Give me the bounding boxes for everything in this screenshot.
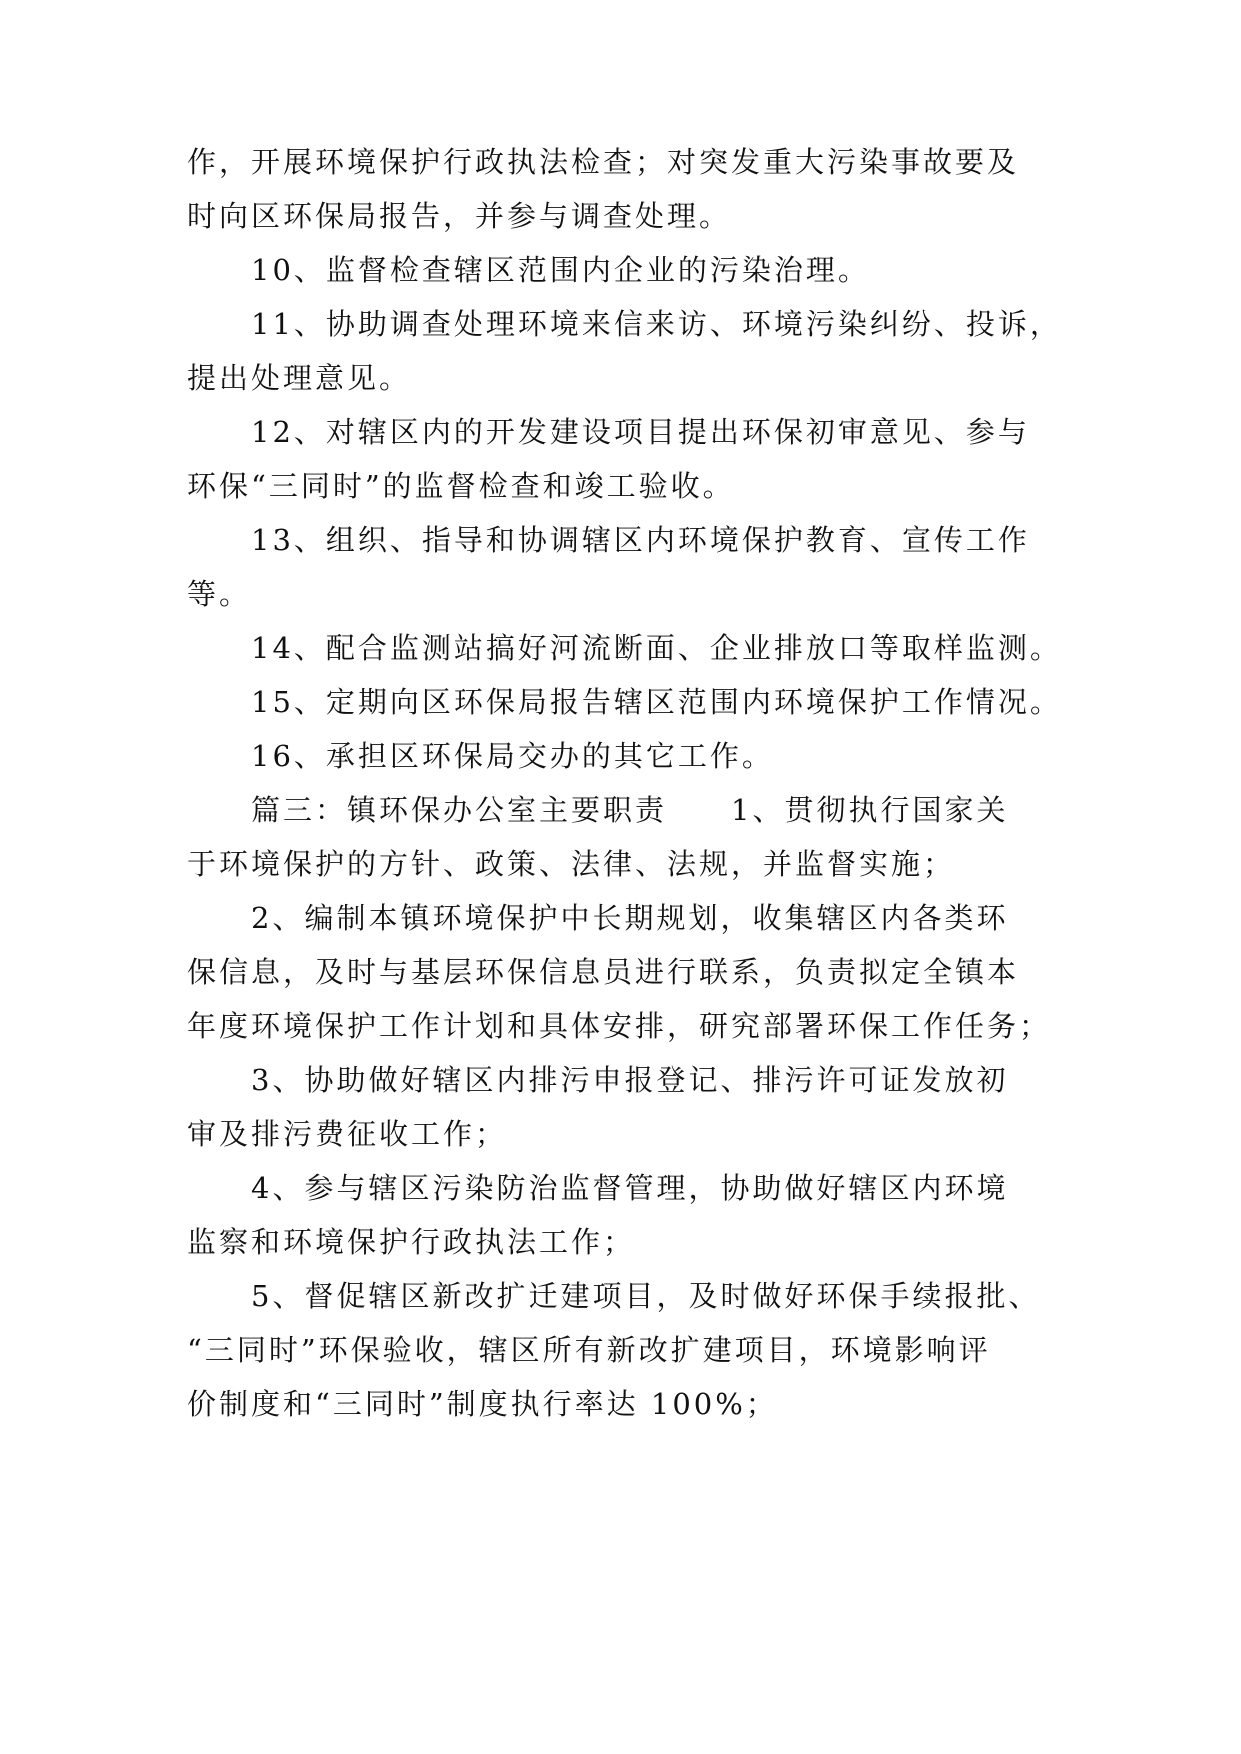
text-line: 审及排污费征收工作； — [187, 1117, 508, 1151]
text-line: “三同时”环保验收，辖区所有新改扩建项目，环境影响评 — [187, 1333, 991, 1367]
section-heading-line: 篇三：镇环保办公室主要职责 1、贯彻执行国家关 — [251, 793, 1009, 827]
text-line: 4、参与辖区污染防治监督管理，协助做好辖区内环境 — [251, 1171, 1009, 1205]
text-line: 于环境保护的方针、政策、法律、法规，并监督实施； — [187, 847, 956, 881]
text-line: 监察和环境保护行政执法工作； — [187, 1225, 636, 1259]
text-line: 时向区环保局报告，并参与调查处理。 — [187, 199, 732, 233]
text-line: 年度环境保护工作计划和具体安排，研究部署环保工作任务； — [187, 1009, 1052, 1043]
text-line: 2、编制本镇环境保护中长期规划，收集辖区内各类环 — [251, 901, 1009, 935]
text-line: 16、承担区环保局交办的其它工作。 — [251, 739, 774, 773]
text-line: 10、监督检查辖区范围内企业的污染治理。 — [251, 253, 870, 287]
text-line: 3、协助做好辖区内排污申报登记、排污许可证发放初 — [251, 1063, 1009, 1097]
text-line: 13、组织、指导和协调辖区内环境保护教育、宣传工作 — [251, 523, 1030, 557]
text-line: 11、协助调查处理环境来信来访、环境污染纠纷、投诉， — [251, 307, 1062, 341]
text-line: 15、定期向区环保局报告辖区范围内环境保护工作情况。 — [251, 685, 1062, 719]
text-line: 5、督促辖区新改扩迁建项目，及时做好环保手续报批、 — [251, 1279, 1041, 1313]
text-line: 作，开展环境保护行政执法检查；对突发重大污染事故要及 — [187, 145, 1020, 179]
text-line: 环保“三同时”的监督检查和竣工验收。 — [187, 469, 735, 503]
text-line: 保信息，及时与基层环保信息员进行联系，负责拟定全镇本 — [187, 955, 1020, 989]
text-line: 14、配合监测站搞好河流断面、企业排放口等取样监测。 — [251, 631, 1062, 665]
text-line: 等。 — [187, 577, 252, 611]
text-line: 价制度和“三同时”制度执行率达 100%； — [187, 1387, 778, 1421]
text-line: 提出处理意见。 — [187, 361, 412, 395]
text-line: 12、对辖区内的开发建设项目提出环保初审意见、参与 — [251, 415, 1030, 449]
